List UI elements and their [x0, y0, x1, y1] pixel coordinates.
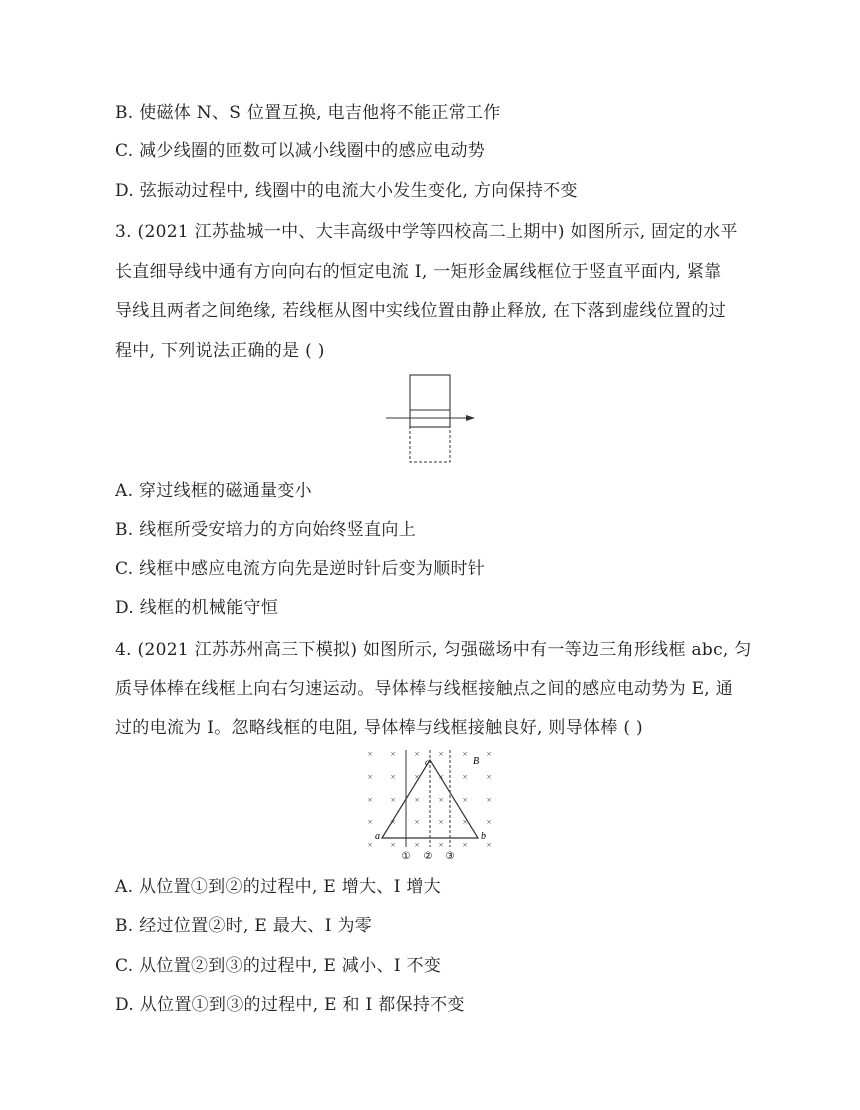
field-cross-mark: ×	[438, 840, 444, 850]
field-cross-mark: ×	[438, 817, 444, 827]
vertex-label-a: a	[375, 831, 380, 842]
q2-option-c: C. 减少线圈的匝数可以减小线圈中的感应电动势	[115, 141, 486, 161]
field-cross-mark: ×	[486, 772, 492, 782]
field-cross-mark: ×	[462, 795, 468, 805]
field-cross-mark: ×	[390, 817, 396, 827]
field-cross-mark: ×	[462, 749, 468, 759]
frame-solid	[410, 375, 450, 427]
field-cross-mark: ×	[414, 817, 420, 827]
field-cross-mark: ×	[438, 795, 444, 805]
field-cross-mark: ×	[414, 840, 420, 850]
field-cross-mark: ×	[367, 772, 373, 782]
q4-stem-line-3: 过的电流为 I。忽略线框的电阻, 导体棒与线框接触良好, 则导体棒 ( )	[115, 718, 643, 738]
current-arrow-icon	[466, 415, 475, 421]
q3-option-a: A. 穿过线框的磁通量变小	[115, 481, 312, 501]
field-cross-mark: ×	[367, 749, 373, 759]
field-cross-mark: ×	[367, 795, 373, 805]
field-cross-mark: ×	[414, 772, 420, 782]
q4-stem-line-2: 质导体棒在线框上向右匀速运动。导体棒与线框接触点之间的感应电动势为 E, 通	[115, 679, 734, 699]
field-cross-mark: ×	[438, 749, 444, 759]
q4-option-a: A. 从位置①到②的过程中, E 增大、I 增大	[115, 877, 442, 897]
field-cross-mark: ×	[486, 749, 492, 759]
q4-option-d: D. 从位置①到③的过程中, E 和 I 都保持不变	[115, 995, 465, 1015]
q2-option-b: B. 使磁体 N、S 位置互换, 电吉他将不能正常工作	[115, 103, 501, 123]
field-cross-mark: ×	[438, 772, 444, 782]
field-cross-mark: ×	[486, 795, 492, 805]
q4-stem-line-1: 4. (2021 江苏苏州高三下模拟) 如图所示, 匀强磁场中有一等边三角形线框 abc, 匀	[115, 640, 752, 660]
q4-option-c: C. 从位置②到③的过程中, E 减小、I 不变	[115, 956, 442, 976]
vertex-label-c: c	[425, 757, 429, 767]
field-cross-mark: ×	[390, 772, 396, 782]
position-label-2: ②	[423, 851, 433, 862]
position-label-1: ①	[401, 851, 411, 862]
field-cross-mark: ×	[390, 749, 396, 759]
q3-option-d: D. 线框的机械能守恒	[115, 598, 279, 618]
field-cross-mark: ×	[390, 795, 396, 805]
field-cross-mark: ×	[367, 840, 373, 850]
q4-option-b: B. 经过位置②时, E 最大、I 为零	[115, 916, 373, 936]
q3-figure	[380, 370, 480, 470]
field-cross-mark: ×	[367, 817, 373, 827]
position-label-3: ③	[445, 851, 455, 862]
field-cross-mark: ×	[462, 817, 468, 827]
field-cross-mark: ×	[414, 749, 420, 759]
q3-stem-line-3: 导线且两者之间绝缘, 若线框从图中实线位置由静止释放, 在下落到虚线位置的过	[115, 301, 727, 321]
field-cross-mark: ×	[414, 795, 420, 805]
field-cross-mark: ×	[390, 840, 396, 850]
field-cross-mark: ×	[486, 840, 492, 850]
vertex-label-b: b	[481, 831, 486, 842]
q3-option-b: B. 线框所受安培力的方向始终竖直向上	[115, 520, 416, 540]
q3-stem-line-1: 3. (2021 江苏盐城一中、大丰高级中学等四校高二上期中) 如图所示, 固定的水平	[115, 222, 738, 242]
q3-option-c: C. 线框中感应电流方向先是逆时针后变为顺时针	[115, 559, 486, 579]
field-label-b: B	[473, 756, 480, 767]
q3-stem-line-2: 长直细导线中通有方向向右的恒定电流 I, 一矩形金属线框位于竖直平面内, 紧靠	[115, 262, 722, 282]
q3-stem-line-4: 程中, 下列说法正确的是 ( )	[115, 341, 325, 361]
field-cross-mark: ×	[486, 817, 492, 827]
field-cross-mark: ×	[462, 772, 468, 782]
q4-figure	[360, 745, 500, 865]
field-cross-mark: ×	[462, 840, 468, 850]
q2-option-d: D. 弦振动过程中, 线圈中的电流大小发生变化, 方向保持不变	[115, 181, 578, 201]
